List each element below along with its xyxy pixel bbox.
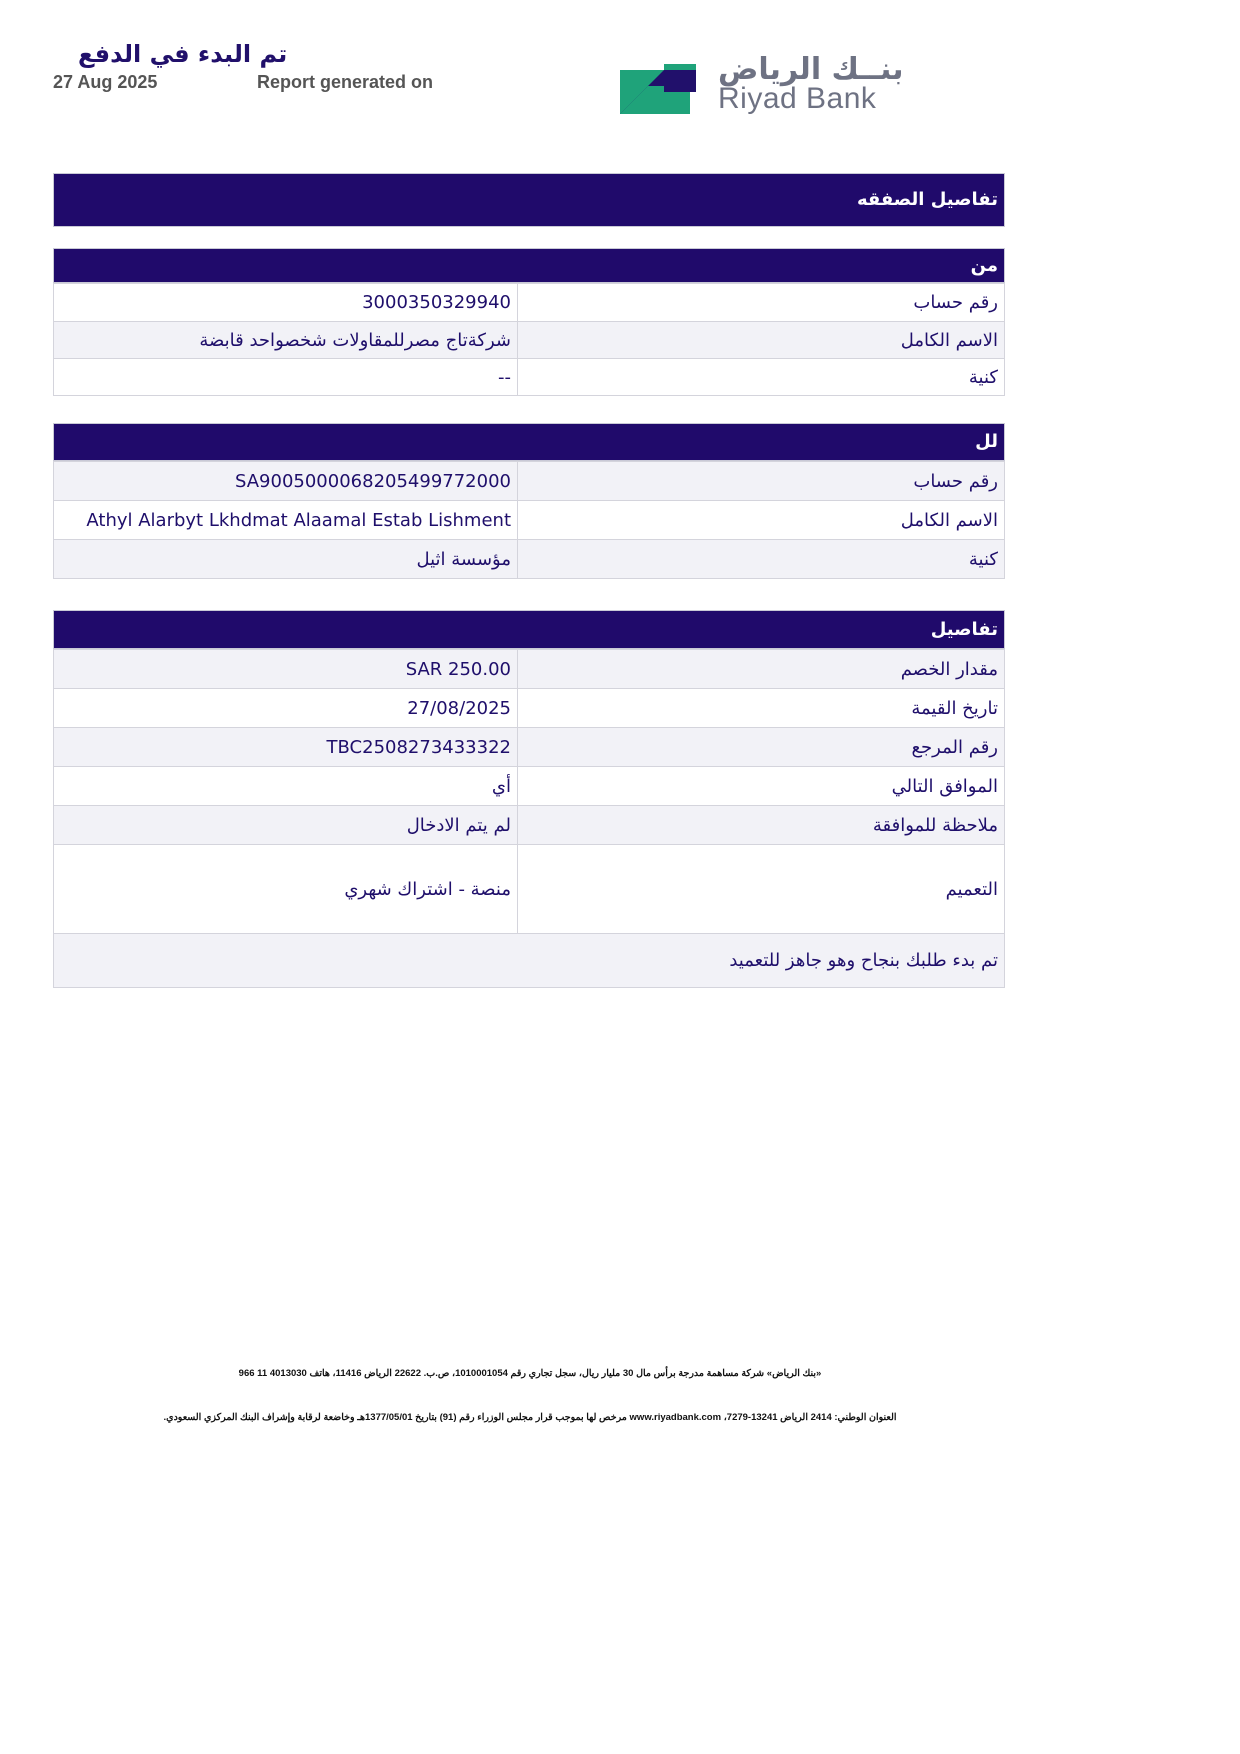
from-full-name: شركةتاج مصرللمقاولات شخصواحد قابضة	[54, 322, 518, 359]
table-row	[54, 359, 1005, 396]
from-nickname: --	[54, 359, 518, 396]
to-full-name-label: الاسم الكامل	[518, 501, 1005, 540]
page-title: تم البدء في الدفع	[78, 40, 288, 68]
approval-note: لم يتم الادخال	[54, 806, 518, 845]
table-row	[54, 501, 1005, 540]
details-table	[53, 649, 1005, 988]
riyad-bank-logo	[620, 52, 950, 118]
to-nickname: مؤسسة اثيل	[54, 540, 518, 579]
circular-value: منصة - اشتراك شهري	[54, 845, 518, 934]
circular-label: التعميم	[518, 845, 1005, 934]
from-full-name-label: الاسم الكامل	[518, 322, 1005, 359]
value-date-label: تاريخ القيمة	[518, 689, 1005, 728]
table-row	[54, 806, 1005, 845]
details-section-title: تفاصيل	[930, 619, 998, 640]
value-date: 27/08/2025	[54, 689, 518, 728]
transaction-details-header	[53, 173, 1005, 227]
table-row	[54, 650, 1005, 689]
table-row	[54, 767, 1005, 806]
report-date: 27 Aug 2025	[53, 72, 158, 92]
table-row	[54, 934, 1005, 988]
to-full-name: Athyl Alarbyt Lkhdmat Alaamal Estab Lishment	[54, 501, 518, 540]
footer-line-2: العنوان الوطني: 2414 الرياض 13241-7279، www.riyadbank.com مرخص لها بموجب قرار مجلس الوزراء رقم (91) بتاريخ 1377/05/01هـ وخاضعة لرقابة وإشراف البنك المركزي السعودي.	[163, 1412, 897, 1423]
reference-number: TBC2508273433322	[54, 728, 518, 767]
to-section-header	[53, 423, 1005, 461]
details-section-header	[53, 610, 1005, 649]
to-account-number: SA9005000068205499772000	[54, 462, 518, 501]
logo-arabic-text: بنــك الرياض	[718, 52, 904, 87]
table-row	[54, 284, 1005, 322]
table-row	[54, 540, 1005, 579]
reference-number-label: رقم المرجع	[518, 728, 1005, 767]
from-section-title: من	[970, 255, 998, 276]
to-table	[53, 461, 1005, 579]
from-account-label: رقم حساب	[518, 284, 1005, 322]
to-section-title: لل	[975, 431, 998, 452]
approval-note-label: ملاحظة للموافقة	[518, 806, 1005, 845]
report-generated-label: Report generated on	[257, 72, 434, 92]
debit-amount-label: مقدار الخصم	[518, 650, 1005, 689]
to-nickname-label: كنية	[518, 540, 1005, 579]
transaction-details-title: تفاصيل الصفقه	[856, 189, 998, 210]
riyad-bank-logo-mark-icon	[620, 64, 696, 114]
footer-line-1: «بنك الرياض» شركة مساهمة مدرجة برأس مال 30 مليار ريال، سجل تجاري رقم 1010001054، ص.ب. 22622 الرياض 11416، هاتف 4013030 11 966	[238, 1368, 822, 1379]
from-section-header	[53, 248, 1005, 283]
status-note: تم بدء طلبك بنجاح وهو جاهز للتعميد	[54, 934, 1005, 988]
logo-english-text: Riyad Bank	[718, 82, 877, 115]
to-account-label: رقم حساب	[518, 462, 1005, 501]
table-row	[54, 728, 1005, 767]
from-nickname-label: كنية	[518, 359, 1005, 396]
table-row	[54, 462, 1005, 501]
next-approver: أي	[54, 767, 518, 806]
table-row	[54, 689, 1005, 728]
from-account-number: 3000350329940	[54, 284, 518, 322]
debit-amount: SAR 250.00	[54, 650, 518, 689]
from-table	[53, 283, 1005, 396]
next-approver-label: الموافق التالي	[518, 767, 1005, 806]
table-row	[54, 845, 1005, 934]
table-row	[54, 322, 1005, 359]
